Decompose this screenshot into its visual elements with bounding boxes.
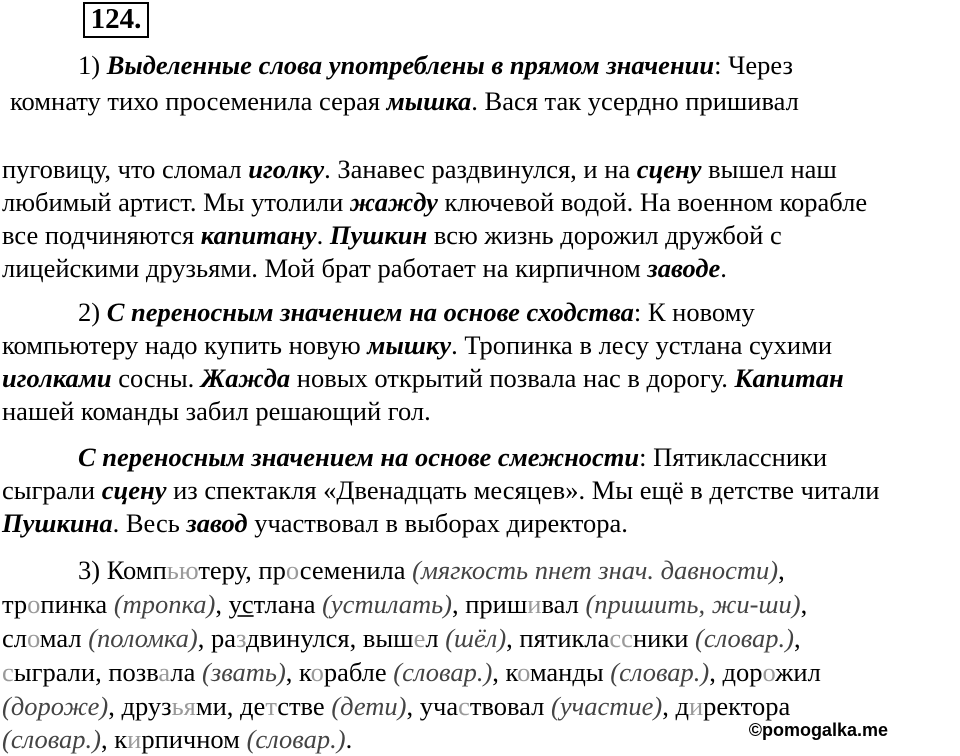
text-run: т bbox=[265, 691, 278, 721]
text-run: и bbox=[127, 724, 142, 754]
highlighted-word: заводе bbox=[647, 253, 721, 283]
text-run: л bbox=[425, 623, 446, 653]
highlighted-word: С переносным значением на основе сходства bbox=[106, 297, 634, 327]
text-run: с bbox=[2, 657, 14, 687]
text-run: , дор bbox=[709, 657, 763, 687]
text-run: , к bbox=[285, 657, 311, 687]
text-run: тлана bbox=[253, 589, 323, 619]
text-line bbox=[2, 621, 801, 655]
text-run: мал bbox=[39, 623, 89, 653]
text-run: стве bbox=[277, 691, 332, 721]
text-run: и bbox=[527, 589, 542, 619]
text-run: с bbox=[458, 691, 470, 721]
text-line bbox=[2, 722, 352, 756]
text-run: сс bbox=[609, 623, 633, 653]
text-run: 1) bbox=[78, 50, 107, 80]
text-run: и bbox=[688, 691, 704, 721]
text-run: рпичном bbox=[141, 724, 247, 754]
text-run: . Тропинка в лесу устлана сухими bbox=[451, 330, 833, 360]
text-run: , bbox=[800, 589, 808, 619]
highlighted-word: Пушкина bbox=[2, 508, 113, 538]
check-word: (поломка) bbox=[88, 623, 198, 653]
check-word: (словар.) bbox=[246, 724, 346, 754]
text-run: вышел наш bbox=[701, 154, 837, 184]
highlighted-word: Пушкин bbox=[329, 220, 428, 250]
text-run: о bbox=[27, 589, 41, 619]
check-word: (тропка) bbox=[113, 589, 216, 619]
text-run: двинулся, выш bbox=[245, 623, 414, 653]
text-run: вал bbox=[541, 589, 586, 619]
text-line bbox=[78, 48, 793, 82]
text-run: новых открытий позвала нас в дорогу. bbox=[290, 363, 735, 393]
text-line bbox=[2, 506, 628, 540]
highlighted-word: мышку bbox=[367, 330, 452, 360]
highlighted-word: сцену bbox=[636, 154, 702, 184]
text-run: сосны. bbox=[111, 363, 201, 393]
check-word: (устилать) bbox=[322, 589, 452, 619]
text-run: всю жизнь дорожил дружбой с bbox=[427, 220, 782, 250]
text-run: тр bbox=[2, 589, 28, 619]
text-run: о bbox=[762, 657, 776, 687]
text-run: все подчиняются bbox=[2, 220, 201, 250]
text-run: твовал bbox=[469, 691, 552, 721]
text-run: , уча bbox=[406, 691, 459, 721]
text-line bbox=[78, 295, 755, 329]
text-run: ью bbox=[166, 555, 199, 585]
text-run: , к bbox=[101, 724, 128, 754]
text-run: из спектакля «Двенадцать месяцев». Мы ещё в детстве читали bbox=[166, 475, 880, 505]
text-run: лицейскими друзьями. Мой брат работает на кирпичном bbox=[2, 253, 648, 283]
text-run: рабле bbox=[323, 657, 394, 687]
highlighted-word: иголками bbox=[2, 363, 112, 393]
check-word: (словар.) bbox=[393, 657, 493, 687]
text-run: , д bbox=[662, 691, 689, 721]
text-run: ключевой водой. На военном корабле bbox=[437, 187, 868, 217]
highlighted-word: жажду bbox=[349, 187, 438, 217]
text-run: ья bbox=[171, 691, 196, 721]
text-line bbox=[10, 84, 799, 118]
highlighted-word: С переносным значением на основе смежности bbox=[78, 442, 640, 472]
highlighted-word: иголку bbox=[248, 154, 325, 184]
text-run: : Пятиклассники bbox=[639, 442, 828, 472]
text-run: а bbox=[158, 657, 171, 687]
check-word: (звать) bbox=[202, 657, 286, 687]
text-run: , bbox=[778, 555, 785, 585]
text-run: . bbox=[720, 253, 727, 283]
text-line bbox=[2, 218, 782, 252]
watermark: ©pomogalka.me bbox=[748, 720, 888, 740]
check-word: (мягкость пнет знач. давности) bbox=[412, 555, 779, 585]
text-run: , bbox=[794, 623, 801, 653]
text-line bbox=[2, 394, 431, 428]
text-run: ус bbox=[228, 589, 254, 619]
text-line bbox=[2, 328, 832, 362]
text-run: участвовал в выборах директора. bbox=[247, 508, 628, 538]
check-word: (пришить, жи-ши) bbox=[585, 589, 801, 619]
check-word: (шёл) bbox=[445, 623, 507, 653]
text-run: о bbox=[517, 657, 530, 687]
text-run: : Через bbox=[714, 50, 793, 80]
highlighted-word: завод bbox=[186, 508, 248, 538]
text-run: 3) Комп bbox=[78, 555, 167, 585]
highlighted-word: Жажда bbox=[200, 363, 291, 393]
text-run: . bbox=[316, 220, 330, 250]
text-run: ла bbox=[170, 657, 203, 687]
text-line bbox=[2, 361, 844, 395]
check-word: (дороже) bbox=[2, 691, 109, 721]
highlighted-word: Выделенные слова употреблены в прямом значении bbox=[106, 50, 715, 80]
check-word: (словар.) bbox=[2, 724, 101, 754]
highlighted-word: капитану bbox=[200, 220, 317, 250]
text-run: ники bbox=[632, 623, 695, 653]
highlighted-word: сцену bbox=[101, 475, 167, 505]
text-run: жил bbox=[775, 657, 821, 687]
text-run: любимый артист. Мы утолили bbox=[2, 187, 350, 217]
text-line bbox=[2, 185, 867, 219]
text-run: : К новому bbox=[633, 297, 755, 327]
text-run: нашей команды забил решающий гол. bbox=[2, 396, 431, 426]
text-line bbox=[2, 473, 879, 507]
text-run: сл bbox=[2, 623, 27, 653]
highlighted-word: мышка bbox=[386, 86, 472, 116]
text-run: . Вася так усердно пришивал bbox=[471, 86, 799, 116]
text-line bbox=[2, 689, 790, 723]
text-run: сыграли bbox=[2, 475, 102, 505]
text-run: ыграли, позв bbox=[13, 657, 159, 687]
check-word: (словар.) bbox=[695, 623, 794, 653]
highlighted-word: Капитан bbox=[734, 363, 844, 393]
text-line bbox=[2, 152, 837, 186]
check-word: (дети) bbox=[331, 691, 407, 721]
text-run: комнату тихо просеменила серая bbox=[10, 86, 387, 116]
text-run: , ра bbox=[197, 623, 236, 653]
check-word: (словар.) bbox=[610, 657, 710, 687]
text-run: 2) bbox=[78, 297, 107, 327]
text-run: е bbox=[413, 623, 426, 653]
text-run: компьютеру надо купить новую bbox=[2, 330, 368, 360]
text-run: теру, пр bbox=[198, 555, 286, 585]
text-run: . Весь bbox=[112, 508, 187, 538]
text-line bbox=[2, 587, 807, 621]
text-run: , к bbox=[492, 657, 518, 687]
text-run: . bbox=[345, 724, 353, 754]
text-run: , приш bbox=[451, 589, 528, 619]
text-run: . Занавес раздвинулся, и на bbox=[324, 154, 637, 184]
text-run: ректора bbox=[703, 691, 791, 721]
text-run: пуговицу, что сломал bbox=[2, 154, 249, 184]
exercise-number: 124. bbox=[83, 2, 149, 38]
text-line bbox=[78, 553, 785, 587]
text-run: пинка bbox=[40, 589, 114, 619]
text-run: о bbox=[285, 555, 300, 585]
text-run: ми, де bbox=[195, 691, 266, 721]
text-run: семенила bbox=[299, 555, 413, 585]
text-line bbox=[78, 440, 827, 474]
text-line bbox=[2, 655, 821, 689]
text-run: о bbox=[27, 623, 40, 653]
text-run: манды bbox=[529, 657, 611, 687]
text-run: о bbox=[310, 657, 324, 687]
text-line bbox=[2, 251, 727, 285]
check-word: (участие) bbox=[551, 691, 663, 721]
text-run: , пятикла bbox=[506, 623, 610, 653]
text-run: , bbox=[215, 589, 229, 619]
text-run: , друз bbox=[108, 691, 172, 721]
text-run: з bbox=[235, 623, 246, 653]
